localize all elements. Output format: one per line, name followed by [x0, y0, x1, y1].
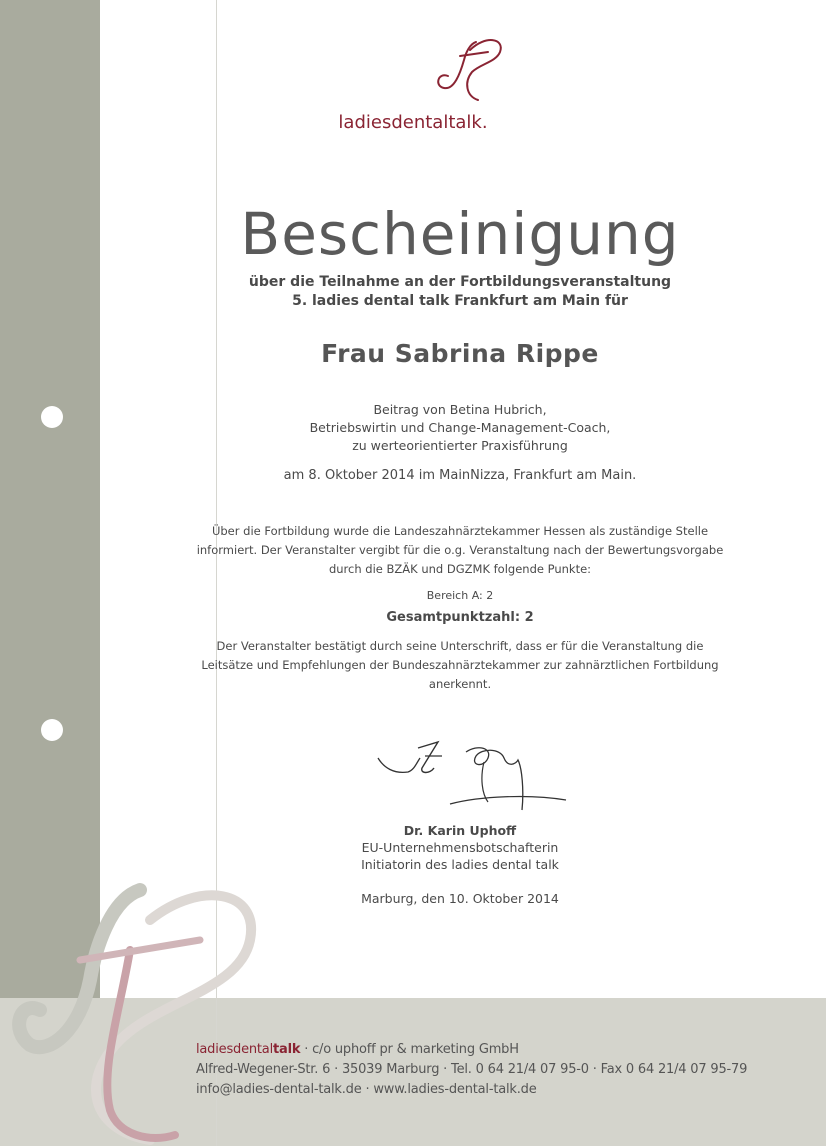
punch-hole-bottom	[41, 719, 63, 741]
logo-monogram-icon	[430, 30, 510, 110]
notice-line: informiert. Der Veranstalter vergibt für die o.g. Veranstaltung nach der Bewertungsvorgabe	[196, 543, 724, 557]
logo-wordmark	[0, 112, 826, 133]
footer-brand	[196, 1042, 300, 1057]
footer-company: · c/o uphoff pr & marketing GmbH	[300, 1042, 519, 1057]
total-points: Gesamtpunktzahl: 2	[386, 610, 534, 625]
signer-role: Initiatorin des ladies dental talk	[361, 857, 559, 872]
notice-line: Über die Fortbildung wurde die Landeszahnärztekammer Hessen als zuständige Stelle	[211, 524, 709, 538]
punch-hole-top	[41, 406, 63, 428]
handwritten-signature-icon	[370, 728, 570, 818]
footer-address: Alfred-Wegener-Str. 6 · 35039 Marburg · Tel. 0 64 21/4 07 95-0 · Fax 0 64 21/4 07 95-79	[196, 1062, 748, 1077]
signer-role: EU-Unternehmensbotschafterin	[361, 840, 559, 855]
logo-text-part2: talk.	[448, 112, 488, 133]
contribution-info	[160, 401, 760, 455]
place-date: Marburg, den 10. Oktober 2014	[361, 891, 559, 906]
logo-text-part1: ladiesdental	[338, 112, 449, 133]
footer-contact	[196, 1040, 747, 1100]
certificate-subtitle	[160, 273, 760, 311]
certificate-title: Bescheinigung	[240, 200, 680, 268]
footer-brand-part2: talk	[272, 1042, 301, 1057]
footer-web: info@ladies-dental-talk.de · www.ladies-dental-talk.de	[196, 1082, 537, 1097]
area-points: Bereich A: 2	[426, 589, 494, 602]
confirmation-line: Der Veranstalter bestätigt durch seine Unterschrift, dass er für die Veranstaltung die	[216, 639, 704, 653]
contribution-line: Beitrag von Betina Hubrich,	[373, 402, 547, 417]
signer-block	[160, 822, 760, 873]
signer-name: Dr. Karin Uphoff	[403, 823, 517, 838]
footer-line-company	[196, 1040, 747, 1060]
footer-brand-part1: ladiesdental	[196, 1042, 273, 1057]
recipient-name: Frau Sabrina Rippe	[321, 339, 599, 368]
confirmation-line: Leitsätze und Empfehlungen der Bundeszahnärztekammer zur zahnärztlichen Fortbildung	[201, 658, 719, 672]
event-date: am 8. Oktober 2014 im MainNizza, Frankfurt am Main.	[283, 468, 637, 483]
confirmation-paragraph	[160, 637, 760, 694]
confirmation-line: anerkennt.	[428, 677, 492, 691]
subtitle-line: 5. ladies dental talk Frankfurt am Main für	[292, 293, 628, 309]
notice-line: durch die BZÄK und DGZMK folgende Punkte:	[328, 562, 592, 576]
notice-paragraph	[160, 522, 760, 579]
contribution-line: Betriebswirtin und Change-Management-Coach,	[309, 420, 611, 435]
contribution-line: zu werteorientierter Praxisführung	[352, 438, 568, 453]
subtitle-line: über die Teilnahme an der Fortbildungsveranstaltung	[248, 274, 672, 290]
